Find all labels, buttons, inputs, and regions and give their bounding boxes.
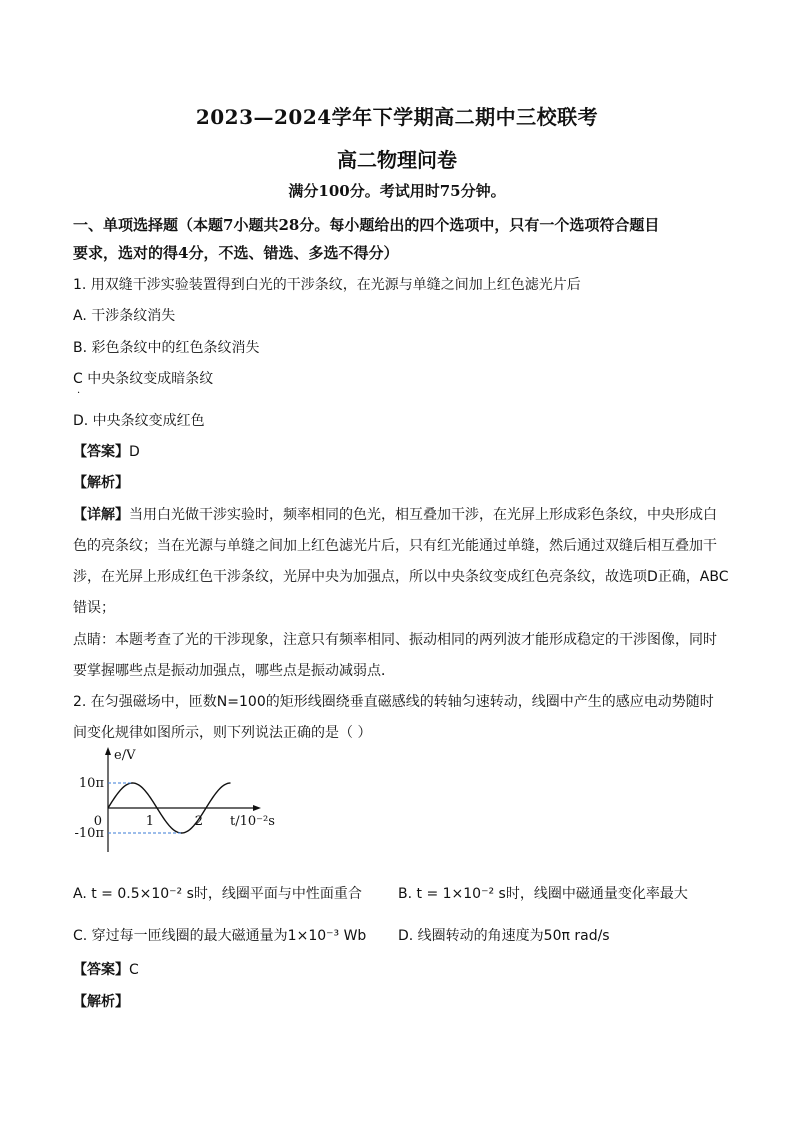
y-tick-max: 10π	[78, 776, 104, 791]
answer-tag: 【答案】	[73, 962, 129, 978]
x-axis-label: t/10⁻²s	[230, 814, 275, 829]
x-tick-0: 0	[93, 814, 102, 829]
q1-detail-line2: 色的亮条纹；当在光源与单缝之间加上红色滤光片后，只有红光能通过单缝，然后通过双缝后相互叠加干	[73, 538, 717, 554]
q2-stem-line2: 间变化规律如图所示，则下列说法正确的是（ ）	[73, 725, 372, 741]
q2-option-c: C. 穿过每一匝线圈的最大磁通量为1×10⁻³ Wb	[73, 928, 367, 944]
subject-title: 高二物理问卷	[337, 148, 457, 172]
q1-stem: 1. 用双缝干涉实验装置得到白光的干涉条纹，在光源与单缝之间加上红色滤光片后	[73, 277, 581, 293]
q1-detail-line3: 涉，在光屏上形成红色干涉条纹，光屏中央为加强点，所以中央条纹变成红色亮条纹，故选项D正确，ABC	[73, 569, 729, 585]
q2-option-d: D. 线圈转动的角速度为50π rad/s	[398, 928, 610, 944]
exam-title: 2023—2024学年下学期高二期中三校联考	[195, 105, 599, 129]
x-tick-2: 2	[194, 814, 203, 829]
q1-analysis-tag: 【解析】	[73, 475, 129, 491]
q2-answer: C	[129, 962, 139, 978]
q1-answer-row	[73, 442, 723, 462]
exam-info: 满分100分。考试用时75分钟。	[288, 182, 506, 200]
q1-answer: D	[129, 444, 140, 460]
q2-answer-row	[73, 960, 723, 980]
q2-analysis-tag: 【解析】	[73, 994, 129, 1010]
q2-option-a: A. t = 0.5×10⁻² s时，线圈平面与中性面重合	[73, 886, 362, 902]
q1-detail-text: 当用白光做干涉实验时，频率相同的色光，相互叠加干涉，在光屏上形成彩色条纹，中央形成白	[129, 507, 717, 523]
stray-mark: ·	[77, 388, 81, 399]
y-axis-arrow	[105, 747, 111, 755]
q2-option-b: B. t = 1×10⁻² s时，线圈中磁通量变化率最大	[398, 886, 688, 902]
q1-option-d: D. 中央条纹变成红色	[73, 413, 205, 429]
q1-note-line2: 要掌握哪些点是振动加强点，哪些点是振动减弱点．	[73, 663, 395, 679]
q1-note-line1: 点睛：本题考查了光的干涉现象，注意只有频率相同、振动相同的两列波才能形成稳定的干涉图像，同时	[73, 632, 717, 648]
q2-stem-line1: 2. 在匀强磁场中，匝数N=100的矩形线圈绕垂直磁感线的转轴匀速转动，线圈中产生的感应电动势随时	[73, 694, 714, 710]
q1-option-a: A. 干涉条纹消失	[73, 308, 176, 324]
x-tick-1: 1	[145, 814, 154, 829]
q1-option-b: B. 彩色条纹中的红色条纹消失	[73, 340, 260, 356]
y-tick-min: -10π	[74, 826, 104, 841]
section-heading-line2: 要求，选对的得4分，不选、错选、多选不得分）	[73, 244, 399, 262]
emf-time-graph	[68, 745, 288, 857]
q1-detail-line1	[73, 505, 723, 525]
q1-detail-line4: 错误；	[73, 600, 115, 616]
detail-tag: 【详解】	[73, 507, 129, 523]
section-heading-line1: 一、单项选择题（本题7小题共28分。每小题给出的四个选项中，只有一个选项符合题目	[73, 216, 660, 234]
x-axis-arrow	[253, 805, 261, 811]
q1-option-c: C 中央条纹变成暗条纹	[73, 371, 214, 387]
answer-tag: 【答案】	[73, 444, 129, 460]
y-axis-label: e/V	[114, 748, 136, 763]
